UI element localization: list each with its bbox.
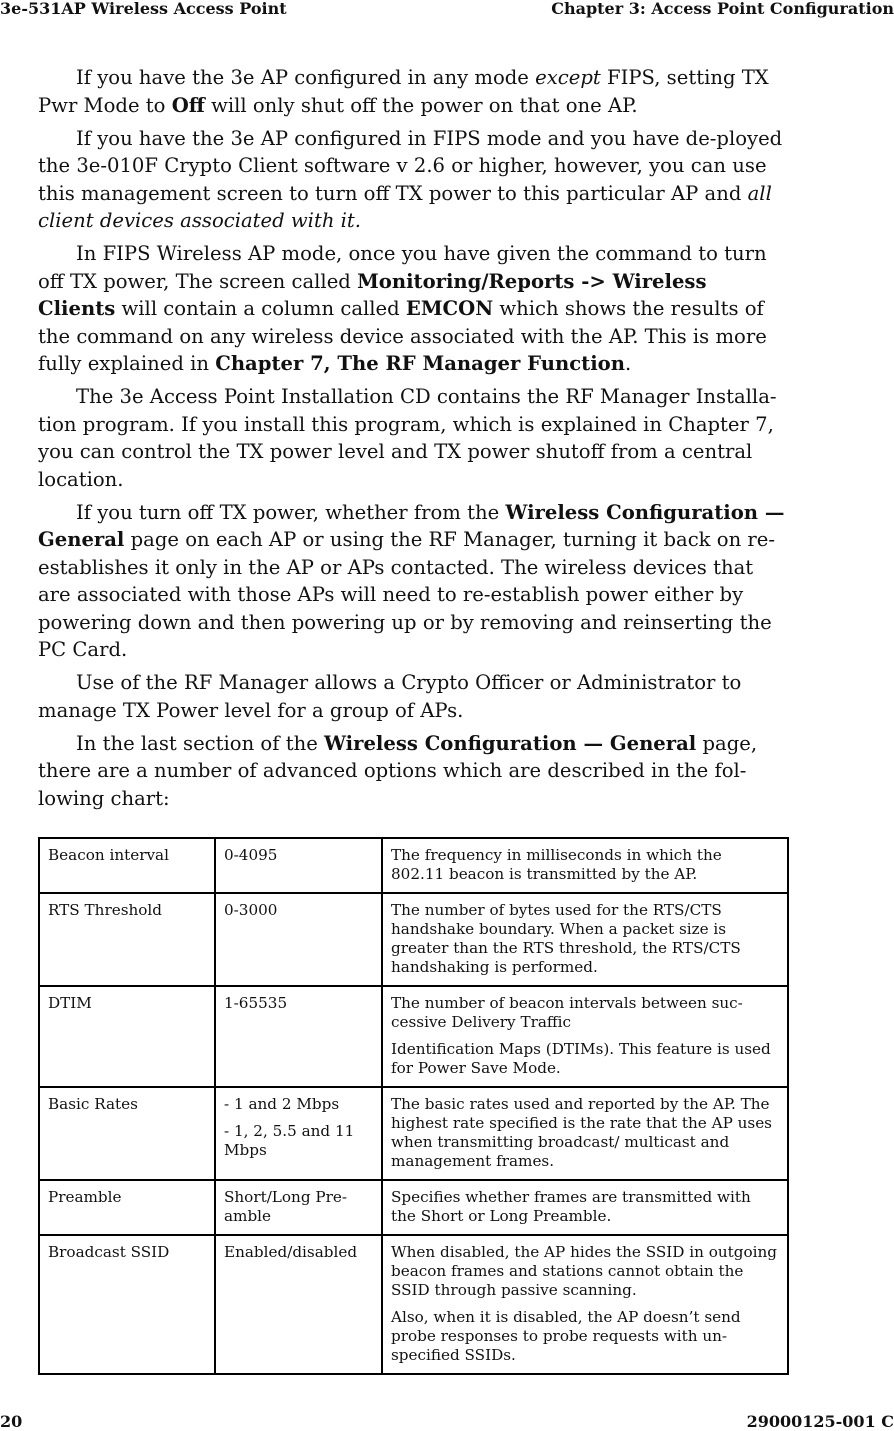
text-run: which shows the results of the command on any wireless device associated with the AP. This is more fully explained in — [38, 297, 767, 375]
paragraph-7 — [38, 730, 790, 813]
text-run: If you have the 3e AP configured in any mode — [76, 66, 536, 89]
italic-run: all client devices associated with it. — [38, 181, 772, 232]
option-name-cell — [39, 893, 215, 986]
table-row — [39, 893, 788, 986]
cell-text: Basic Rates — [48, 1095, 138, 1113]
option-value-cell — [215, 986, 382, 1087]
bold-run: Wireless Configuration — General — [38, 500, 785, 551]
option-description-cell — [382, 838, 788, 893]
text-run: page, there are a number of advanced options which are described in the fol-lowing chart: — [38, 731, 758, 810]
table-row — [39, 1180, 788, 1235]
option-description-cell — [382, 1087, 788, 1180]
cell-text: Short/Long Pre-amble — [224, 1188, 347, 1225]
body-text — [38, 64, 790, 818]
table-row — [39, 1235, 788, 1374]
page-header — [0, 0, 894, 24]
option-description-cell — [382, 986, 788, 1087]
page-number: 20 — [0, 1412, 23, 1431]
text-run: The 3e Access Point Installation CD contains the RF Manager Installa-tion program. If you install this program, which is explained in Chapter 7, you can control the TX power level and TX power shutoff from a central location. — [38, 385, 777, 491]
header-doc-title: 3e-531AP Wireless Access Point — [0, 0, 287, 18]
text-run: . — [624, 352, 632, 375]
cell-text: 1-65535 — [224, 994, 288, 1012]
option-value-cell — [215, 893, 382, 986]
text-run: Use of the RF Manager allows a Crypto Officer or Administrator to manage TX Power level for a group of APs. — [38, 671, 742, 722]
text-run: If you turn off TX power, whether from the — [76, 500, 506, 524]
cell-text: The frequency in milliseconds in which the 802.11 beacon is transmitted by the AP. — [391, 846, 722, 883]
paragraph-3 — [38, 240, 790, 378]
cell-text: The number of bytes used for the RTS/CTS handshake boundary. When a packet size is greater than the RTS threshold, the RTS/CTS handshaking is performed. — [391, 901, 741, 976]
paragraph-1 — [38, 64, 790, 119]
option-name-cell — [39, 1087, 215, 1180]
cell-text: Beacon interval — [48, 846, 169, 864]
table-row — [39, 1087, 788, 1180]
bold-run: EMCON — [405, 297, 494, 320]
table-row — [39, 986, 788, 1087]
option-description-cell — [382, 893, 788, 986]
bold-run: Off — [171, 93, 205, 117]
italic-run: except — [535, 66, 601, 89]
advanced-options-table — [38, 837, 789, 1375]
text-run: FIPS, setting TX Pwr Mode to — [38, 66, 769, 117]
table-row — [39, 838, 788, 893]
cell-text: Specifies whether frames are transmitted with the Short or Long Preamble. — [391, 1188, 751, 1225]
text-run: In the last section of the — [76, 731, 325, 755]
cell-text: 0-4095 — [224, 846, 278, 864]
cell-text: Broadcast SSID — [48, 1243, 170, 1261]
option-value-cell — [215, 1235, 382, 1374]
option-description-cell — [382, 1235, 788, 1374]
text-run: will only shut off the power on that one AP. — [204, 93, 638, 117]
text-run: In FIPS Wireless AP mode, once you have given the command to turn off TX power, The screen called — [38, 242, 767, 293]
bold-run: Wireless Configuration — General — [324, 731, 697, 755]
paragraph-6 — [38, 669, 790, 724]
paragraph-2 — [38, 125, 790, 235]
bold-run: Chapter 7, The RF Manager Function — [215, 352, 625, 375]
option-value-cell — [215, 1087, 382, 1180]
option-value-cell — [215, 1180, 382, 1235]
option-name-cell — [39, 1235, 215, 1374]
cell-text: Identification Maps (DTIMs). This feature is used for Power Save Mode. — [391, 1040, 771, 1077]
cell-text: Also, when it is disabled, the AP doesn’t send probe responses to probe requests with un-specified SSIDs. — [391, 1308, 741, 1364]
cell-text: 0-3000 — [224, 901, 278, 919]
cell-text: When disabled, the AP hides the SSID in outgoing beacon frames and stations cannot obtain the SSID through passive scanning. — [391, 1243, 778, 1299]
option-description-cell — [382, 1180, 788, 1235]
option-name-cell — [39, 1180, 215, 1235]
cell-text: Preamble — [48, 1188, 122, 1206]
paragraph-4 — [38, 383, 790, 493]
text-run: If you have the 3e AP configured in FIPS mode and you have de-ployed the 3e-010F Crypto Client software v 2.6 or higher, however, you can use this management screen to turn off TX power to this particular AP and — [38, 126, 783, 205]
cell-text: DTIM — [48, 994, 92, 1012]
option-name-cell — [39, 838, 215, 893]
text-run: page on each AP or using the RF Manager, turning it back on re-establishes it only in the AP or APs contacted. The wireless devices that are associated with those APs will need to re-establish power either by powering down and then powering up or by removing and reinserting the PC Card. — [38, 528, 775, 661]
document-number: 29000125-001 C — [746, 1412, 894, 1431]
cell-text: - 1 and 2 Mbps — [224, 1095, 340, 1113]
bold-run: Monitoring/Reports -> Wireless Clients — [38, 269, 707, 320]
header-chapter-title: Chapter 3: Access Point Configuration — [551, 0, 894, 18]
option-name-cell — [39, 986, 215, 1087]
cell-text: RTS Threshold — [48, 901, 162, 919]
cell-text: Enabled/disabled — [224, 1243, 358, 1261]
option-value-cell — [215, 838, 382, 893]
cell-text: The number of beacon intervals between suc-cessive Delivery Traffic — [391, 994, 743, 1031]
cell-text: - 1, 2, 5.5 and 11 Mbps — [224, 1122, 355, 1159]
paragraph-5 — [38, 499, 790, 664]
cell-text: The basic rates used and reported by the AP. The highest rate specified is the rate that the AP uses when transmitting broadcast/ multicast and management frames. — [391, 1095, 772, 1170]
text-run: will contain a column called — [115, 297, 406, 320]
